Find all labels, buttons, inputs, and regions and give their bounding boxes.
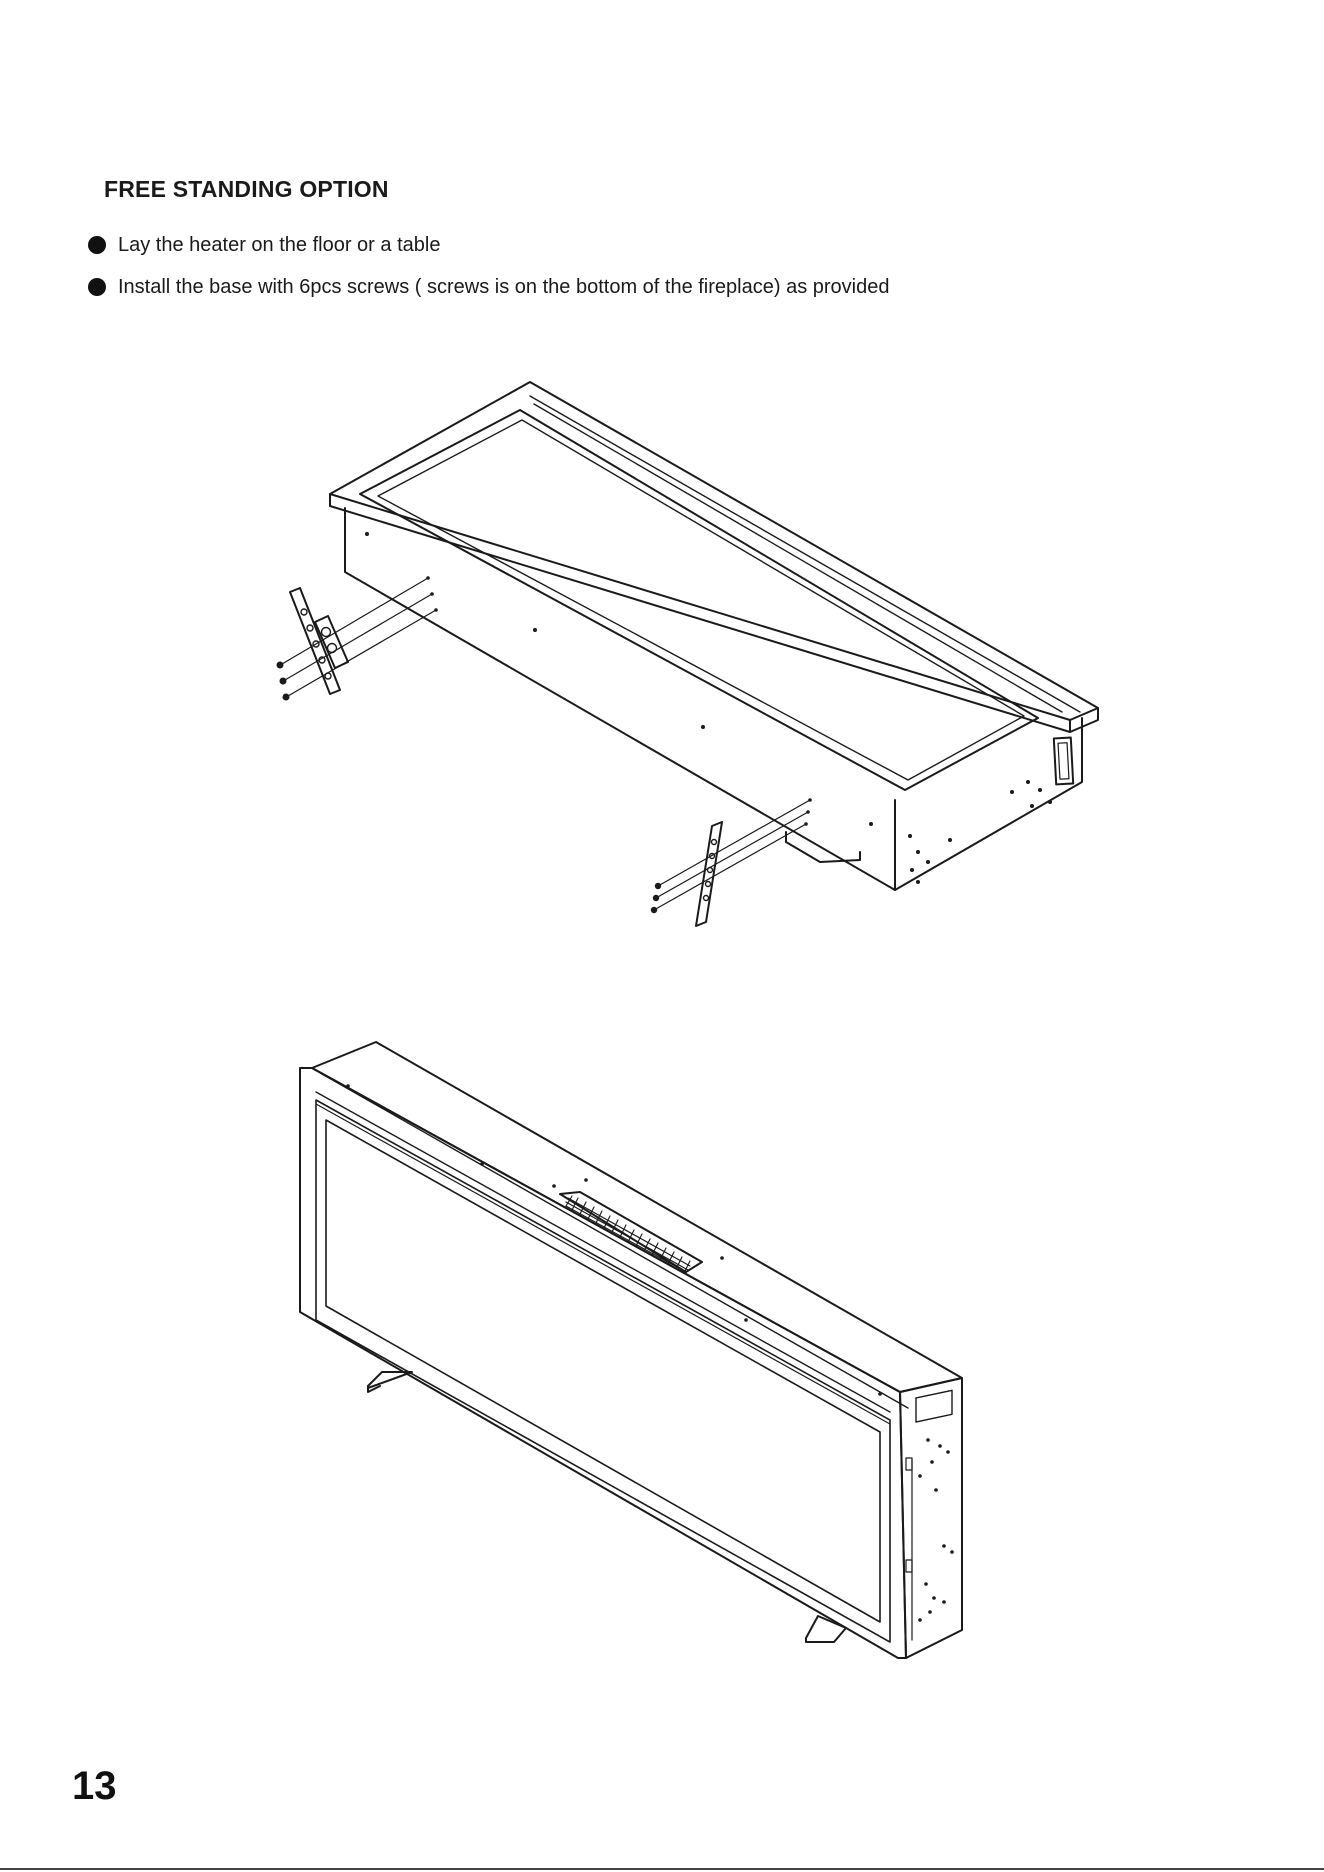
assembly-diagram-lying: [0, 370, 1324, 940]
instruction-item: [88, 231, 889, 259]
control-panel-outline: [916, 1390, 952, 1422]
assembly-diagram-standing: [0, 1030, 1324, 1670]
side-panel: [900, 1378, 962, 1658]
instruction-list: [88, 231, 889, 315]
fireplace-lying-illustration: [0, 370, 1324, 940]
control-panel-outline: [1054, 738, 1073, 785]
base-foot-right: [806, 1616, 846, 1642]
bullet-icon: [88, 236, 106, 254]
footer-divider: [0, 1868, 1324, 1870]
screw-lines-left: [282, 578, 436, 696]
bullet-icon: [88, 278, 106, 296]
vent-grille: [560, 1192, 702, 1273]
body-side: [345, 508, 895, 890]
instruction-item: [88, 273, 889, 301]
screw-lines-right: [654, 800, 810, 910]
page-number: 13: [72, 1764, 117, 1808]
instruction-text: Lay the heater on the floor or a table: [118, 233, 441, 256]
instruction-text: Install the base with 6pcs screws ( screws is on the bottom of the fireplace) as provided: [118, 275, 890, 298]
base-foot-left: [368, 1372, 412, 1392]
fireplace-standing-illustration: [0, 1030, 1324, 1670]
glass-panel-outline: [360, 410, 1038, 790]
frame-outline: [330, 382, 1098, 720]
top-surface: [312, 1042, 962, 1392]
section-title: FREE STANDING OPTION: [104, 176, 389, 202]
